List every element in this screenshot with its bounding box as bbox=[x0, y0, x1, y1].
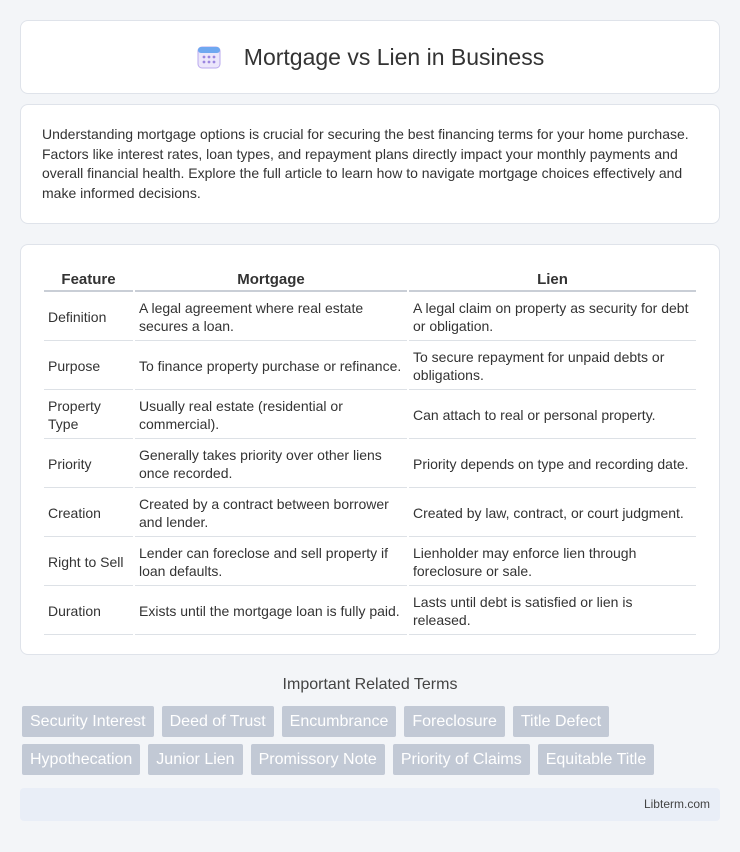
comparison-table bbox=[42, 265, 698, 637]
table-row bbox=[44, 343, 696, 390]
lien-cell: Created by law, contract, or court judgment. bbox=[409, 490, 696, 537]
related-terms-title: Important Related Terms bbox=[282, 676, 458, 693]
feature-cell: Property Type bbox=[44, 392, 133, 439]
footer-brand-link[interactable]: Libterm.com bbox=[643, 797, 710, 811]
tag-equitable-title[interactable]: Equitable Title bbox=[538, 744, 655, 775]
tag-priority-of-claims[interactable]: Priority of Claims bbox=[393, 744, 530, 775]
related-terms bbox=[22, 706, 722, 782]
page-title: Mortgage vs Lien in Business bbox=[243, 43, 545, 70]
table-row bbox=[44, 539, 696, 586]
tag-title-defect[interactable]: Title Defect bbox=[513, 706, 609, 737]
feature-cell: Duration bbox=[44, 588, 133, 635]
comparison-card bbox=[20, 244, 720, 655]
feature-cell: Definition bbox=[44, 294, 133, 341]
tag-row bbox=[22, 706, 722, 737]
mortgage-cell: A legal agreement where real estate secures a loan. bbox=[135, 294, 407, 341]
column-header-mortgage: Mortgage bbox=[135, 267, 407, 292]
intro-card bbox=[20, 104, 720, 224]
mortgage-cell: Exists until the mortgage loan is fully paid. bbox=[135, 588, 407, 635]
lien-cell: To secure repayment for unpaid debts or obligations. bbox=[409, 343, 696, 390]
tag-hypothecation[interactable]: Hypothecation bbox=[22, 744, 140, 775]
tag-promissory-note[interactable]: Promissory Note bbox=[251, 744, 385, 775]
feature-cell: Priority bbox=[44, 441, 133, 488]
lien-cell: A legal claim on property as security for debt or obligation. bbox=[409, 294, 696, 341]
column-header-lien: Lien bbox=[409, 267, 696, 292]
table-row bbox=[44, 294, 696, 341]
calendar-icon bbox=[196, 44, 222, 70]
feature-cell: Right to Sell bbox=[44, 539, 133, 586]
lien-cell: Can attach to real or personal property. bbox=[409, 392, 696, 439]
lien-cell: Lasts until debt is satisfied or lien is released. bbox=[409, 588, 696, 635]
footer bbox=[20, 788, 720, 821]
mortgage-cell: Lender can foreclose and sell property if loan defaults. bbox=[135, 539, 407, 586]
mortgage-cell: Generally takes priority over other liens once recorded. bbox=[135, 441, 407, 488]
lien-cell: Priority depends on type and recording date. bbox=[409, 441, 696, 488]
mortgage-cell: Created by a contract between borrower and lender. bbox=[135, 490, 407, 537]
feature-cell: Purpose bbox=[44, 343, 133, 390]
table-row bbox=[44, 392, 696, 439]
lien-cell: Lienholder may enforce lien through foreclosure or sale. bbox=[409, 539, 696, 586]
table-row bbox=[44, 441, 696, 488]
table-header-row bbox=[44, 267, 696, 292]
table-row bbox=[44, 490, 696, 537]
column-header-feature: Feature bbox=[44, 267, 133, 292]
mortgage-cell: Usually real estate (residential or commercial). bbox=[135, 392, 407, 439]
tag-encumbrance[interactable]: Encumbrance bbox=[282, 706, 397, 737]
table-row bbox=[44, 588, 696, 635]
intro-text: Understanding mortgage options is crucial for securing the best financing terms for your home purchase. Factors like interest rates, loan types, and repayment plans directly impact your monthly payments and overall financial health. Explore the full article to learn how to navigate mortgage choices effectively and make informed decisions. bbox=[42, 126, 689, 201]
tag-deed-of-trust[interactable]: Deed of Trust bbox=[162, 706, 274, 737]
tag-security-interest[interactable]: Security Interest bbox=[22, 706, 154, 737]
tag-junior-lien[interactable]: Junior Lien bbox=[148, 744, 242, 775]
feature-cell: Creation bbox=[44, 490, 133, 537]
mortgage-cell: To finance property purchase or refinance. bbox=[135, 343, 407, 390]
header-card bbox=[20, 20, 720, 94]
tag-row bbox=[22, 744, 722, 775]
tag-foreclosure[interactable]: Foreclosure bbox=[404, 706, 504, 737]
